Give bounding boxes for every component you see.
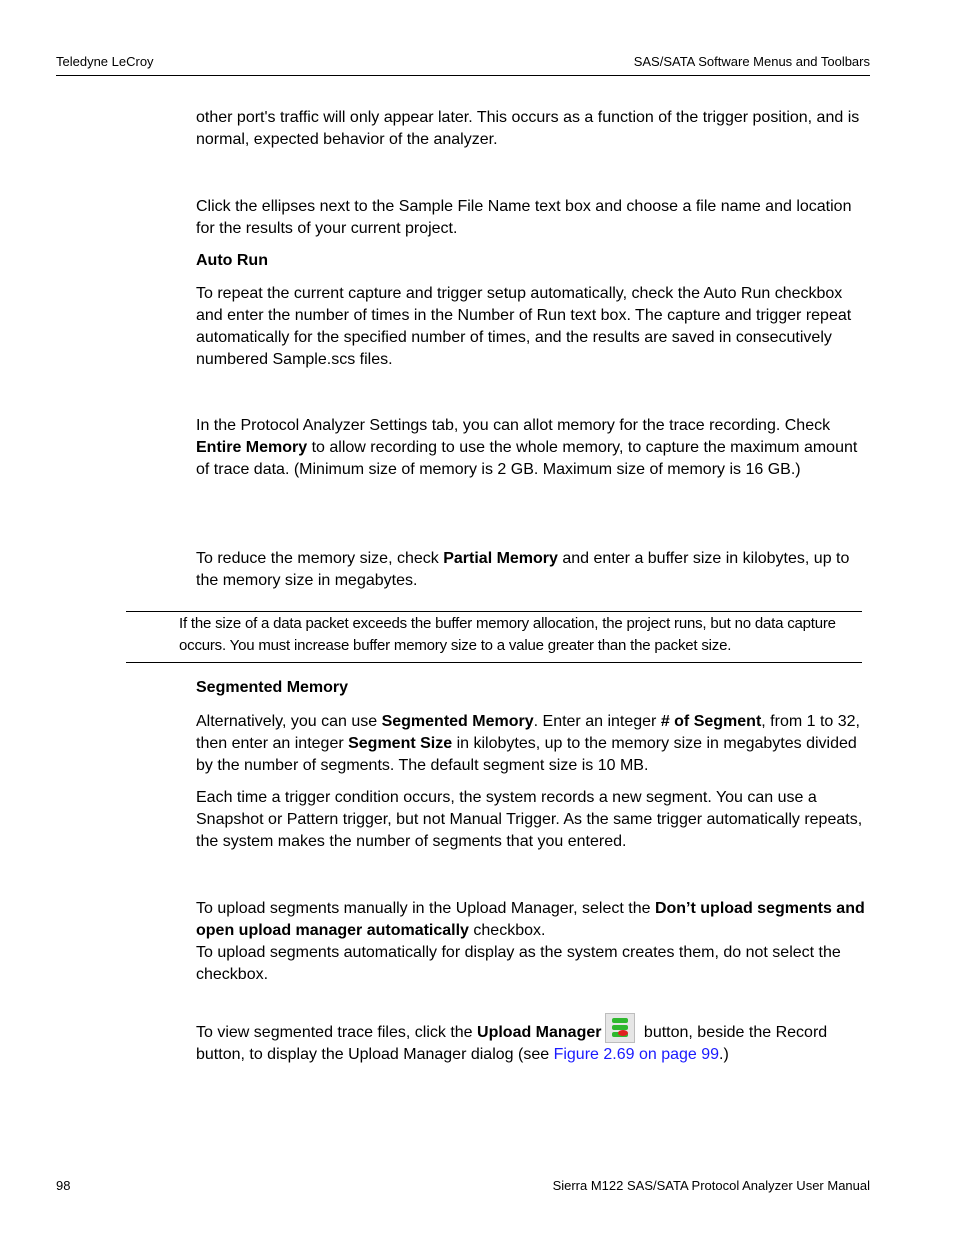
- text-run: To upload segments manually in the Upload Manager, select the: [196, 900, 655, 917]
- paragraph-trigger-position: other port's traffic will only appear later. This occurs as a function of the trigger position, and is normal, expected behavior of the analyzer.: [196, 109, 860, 148]
- text-run: In the Protocol Analyzer Settings tab, you can allot memory for the trace recording. Check: [196, 417, 831, 434]
- link-figure-2-69[interactable]: Figure 2.69 on page 99: [553, 1046, 720, 1063]
- heading-auto-run: Auto Run: [196, 252, 268, 269]
- bold-partial-memory: Partial Memory: [443, 550, 558, 567]
- text-run: and enter a buffer size in kilobytes, up to the memory size in megabytes.: [196, 550, 850, 589]
- paragraph-upload-manager: [196, 1013, 870, 1066]
- footer-page-number: 98: [56, 1178, 71, 1193]
- footer-manual-title: Sierra M122 SAS/SATA Protocol Analyzer User Manual: [552, 1178, 870, 1193]
- text-run: To view segmented trace files, click the: [196, 1024, 478, 1041]
- text-run: , from 1 to 32, then enter an integer: [196, 713, 860, 752]
- bold-num-segment: # of Segment: [660, 713, 762, 730]
- paragraph-entire-memory: [196, 415, 870, 481]
- bold-entire-memory: Entire Memory: [196, 439, 308, 456]
- text-run: in kilobytes, up to the memory size in megabytes divided by the number of segments. The default segment size is 10 MB.: [196, 735, 857, 774]
- paragraph-trigger-segment: Each time a trigger condition occurs, the system records a new segment. You can use a Snapshot or Pattern trigger, but not Manual Trigger. As the same trigger automatically repeats, the system makes the number of segments that you entered.: [196, 789, 863, 850]
- text-run: To upload segments automatically for display as the system creates them, do not select the checkbox.: [196, 944, 841, 983]
- paragraph-segmented-memory: [196, 711, 870, 777]
- text-run: . Enter an integer: [533, 713, 661, 730]
- paragraph-partial-memory: [196, 548, 870, 592]
- note-box: If the size of a data packet exceeds the buffer memory allocation, the project runs, but no data capture occurs. You must increase buffer memory size to a value greater than the packet size.: [179, 615, 836, 654]
- bold-segment-size: Segment Size: [348, 735, 453, 752]
- paragraph-sample-file: Click the ellipses next to the Sample File Name text box and choose a file name and location for the results of your current project.: [196, 198, 852, 237]
- bold-dont-upload: Don’t upload segments and open upload manager automatically: [196, 900, 865, 939]
- bold-segmented-memory: Segmented Memory: [381, 713, 534, 730]
- text-run: To reduce the memory size, check: [196, 550, 444, 567]
- text-run: checkbox.: [468, 922, 546, 939]
- bold-upload-manager: Upload Manager: [477, 1024, 602, 1041]
- text-run: Alternatively, you can use: [196, 713, 382, 730]
- header-section-title: SAS/SATA Software Menus and Toolbars: [633, 54, 870, 69]
- header-rule: [56, 75, 870, 76]
- note-bottom-rule: [126, 662, 862, 663]
- heading-segmented-memory: Segmented Memory: [196, 679, 349, 696]
- header-company: Teledyne LeCroy: [56, 54, 154, 69]
- note-top-rule: [126, 611, 862, 612]
- text-run: to allow recording to use the whole memory, to capture the maximum amount of trace data. (Minimum size of memory is 2 GB. Maximum size of memory is 16 GB.): [196, 439, 858, 478]
- paragraph-upload-segments: [196, 898, 870, 986]
- paragraph-auto-run: To repeat the current capture and trigger setup automatically, check the Auto Run checkbox and enter the number of times in the Number of Run text box. The capture and trigger repeat automatically for the specified number of times, and the results are saved in consecutively numbered Sample.scs files.: [196, 285, 852, 368]
- text-run: .): [719, 1046, 729, 1063]
- text-run: button, beside the Record button, to display the Upload Manager dialog (see: [196, 1024, 828, 1063]
- upload-manager-icon: [605, 1013, 635, 1043]
